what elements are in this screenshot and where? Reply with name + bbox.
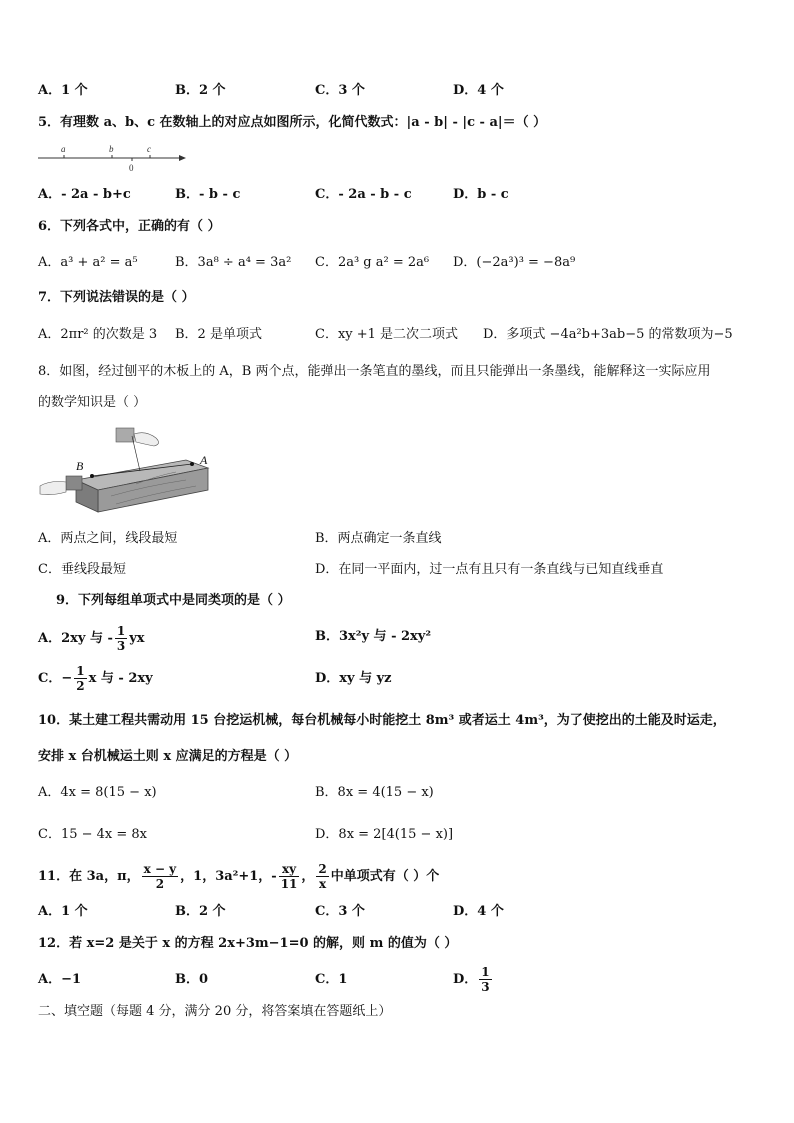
q7-option-b: B．2 是单项式 — [175, 327, 262, 342]
q11-stem-mid1: ，1，3a²+1，- — [180, 869, 277, 884]
q9-option-c-suffix: x 与 - 2xy — [88, 671, 153, 686]
q11-fraction-1 — [142, 862, 179, 891]
q11-stem — [38, 860, 439, 894]
section-2-heading: 二、填空题（每题 4 分，满分 20 分，将答案填在答题纸上） — [38, 1004, 392, 1019]
q12-option-d-prefix: D． — [453, 972, 478, 987]
q6-option-d: D．(−2a³)³ = −8a⁹ — [453, 255, 576, 270]
q9-option-a-suffix: yx — [129, 631, 145, 646]
fraction-denominator: 2 — [76, 679, 85, 693]
fraction-denominator: 11 — [280, 877, 298, 891]
q11-fraction-3 — [316, 862, 328, 891]
q10-stem-line2: 安排 x 台机械运土则 x 应满足的方程是（ ） — [38, 749, 298, 764]
q4-option-c: C．3 个 — [315, 83, 365, 98]
q11-stem-mid2: ， — [301, 869, 315, 884]
fraction-numerator: 1 — [481, 965, 490, 979]
q7-option-c: C．xy +1 是二次二项式 — [315, 327, 459, 342]
q8-option-b: B．两点确定一条直线 — [315, 531, 442, 546]
q12-option-d — [453, 963, 494, 997]
q11-stem-end: 中单项式有（ ）个 — [330, 869, 440, 884]
q8-plank-figure — [36, 424, 216, 516]
q8-option-d: D．在同一平面内，过一点有且只有一条直线与已知直线垂直 — [315, 562, 664, 577]
fraction-denominator: 2 — [155, 877, 165, 891]
q9-option-b: B．3x²y 与 - 2xy² — [315, 629, 432, 644]
q9-stem: 9．下列每组单项式中是同类项的是（ ） — [56, 593, 291, 608]
fraction-numerator: 1 — [116, 624, 126, 638]
fraction-numerator: x − y — [143, 862, 177, 876]
q7-option-a: A．2πr² 的次数是 3 — [38, 327, 158, 342]
axis-label-zero: 0 — [129, 163, 134, 173]
q9-option-d: D．xy 与 yz — [315, 671, 392, 686]
q9-option-c-prefix: C．− — [38, 671, 73, 686]
fraction-numerator: xy — [279, 862, 300, 877]
q9-option-a-prefix: A．2xy 与 - — [38, 631, 113, 646]
q8-stem-line2: 的数学知识是（ ） — [38, 395, 147, 410]
q10-option-a: A．4x = 8(15 − x) — [38, 785, 157, 800]
q12-option-b: B．0 — [175, 972, 209, 987]
q10-option-b: B．8x = 4(15 − x) — [315, 785, 434, 800]
q12-option-c: C．1 — [315, 972, 348, 987]
q5-option-a: A．- 2a - b+c — [38, 187, 131, 202]
q10-stem-line1: 10．某土建工程共需动用 15 台挖运机械，每台机械每小时能挖土 8m³ 或者运土 4m³，为了使挖出的土能及时运走， — [38, 713, 726, 728]
fraction-denominator: 3 — [481, 980, 490, 994]
q4-option-a: A．1 个 — [38, 83, 88, 98]
q6-option-a: A．a³ + a² = a⁵ — [38, 255, 138, 270]
q8-option-a: A．两点之间，线段最短 — [38, 531, 178, 546]
q9-option-a-fraction — [115, 624, 127, 653]
q5-option-b: B．- b - c — [175, 187, 241, 202]
q6-stem: 6．下列各式中，正确的有（ ） — [38, 219, 221, 234]
q10-option-c: C．15 − 4x = 8x — [38, 827, 148, 842]
q12-option-d-fraction — [479, 965, 491, 994]
point-a-label: A — [200, 453, 208, 467]
q11-option-a: A．1 个 — [38, 904, 88, 919]
fraction-numerator: 1 — [76, 664, 85, 678]
q4-option-b: B．2 个 — [175, 83, 226, 98]
point-b-label: B — [76, 459, 84, 473]
q6-option-c: C．2a³ g a² = 2a⁶ — [315, 255, 430, 270]
q5-number-line-figure — [36, 142, 188, 174]
q9-option-c — [38, 664, 153, 693]
q8-option-c: C．垂线段最短 — [38, 562, 126, 577]
fraction-denominator: x — [319, 877, 327, 891]
q12-stem: 12．若 x=2 是关于 x 的方程 2x+3m−1=0 的解，则 m 的值为（ ） — [38, 936, 458, 951]
q9-option-c-fraction — [74, 664, 86, 693]
q7-option-d: D．多项式 −4a²b+3ab−5 的常数项为−5 — [483, 327, 733, 342]
axis-label-b: b — [109, 144, 114, 154]
q11-fraction-2 — [279, 862, 300, 891]
q10-option-d: D．8x = 2[4(15 − x)] — [315, 827, 454, 842]
q4-option-d: D．4 个 — [453, 83, 504, 98]
q5-option-c: C．- 2a - b - c — [315, 187, 412, 202]
q11-option-d: D．4 个 — [453, 904, 504, 919]
axis-label-a: a — [61, 144, 66, 154]
q5-stem: 5．有理数 a、b、c 在数轴上的对应点如图所示，化简代数式：|a - b| - |c - a|＝（ ） — [38, 115, 547, 130]
q6-option-b: B．3a⁸ ÷ a⁴ = 3a² — [175, 255, 292, 270]
q5-option-d: D．b - c — [453, 187, 509, 202]
q11-option-b: B．2 个 — [175, 904, 226, 919]
q11-stem-start: 11．在 3a，π， — [38, 869, 140, 884]
axis-label-c: c — [147, 144, 151, 154]
q7-stem: 7．下列说法错误的是（ ） — [38, 290, 195, 305]
fraction-numerator: 2 — [318, 862, 327, 876]
q12-option-a: A．−1 — [38, 972, 82, 987]
q9-option-a — [38, 624, 145, 653]
q11-option-c: C．3 个 — [315, 904, 365, 919]
q8-stem-line1: 8．如图，经过刨平的木板上的 A，B 两个点，能弹出一条笔直的墨线，而且只能弹出一条墨线，能解释这一实际应用 — [38, 364, 711, 379]
fraction-denominator: 3 — [116, 639, 126, 653]
